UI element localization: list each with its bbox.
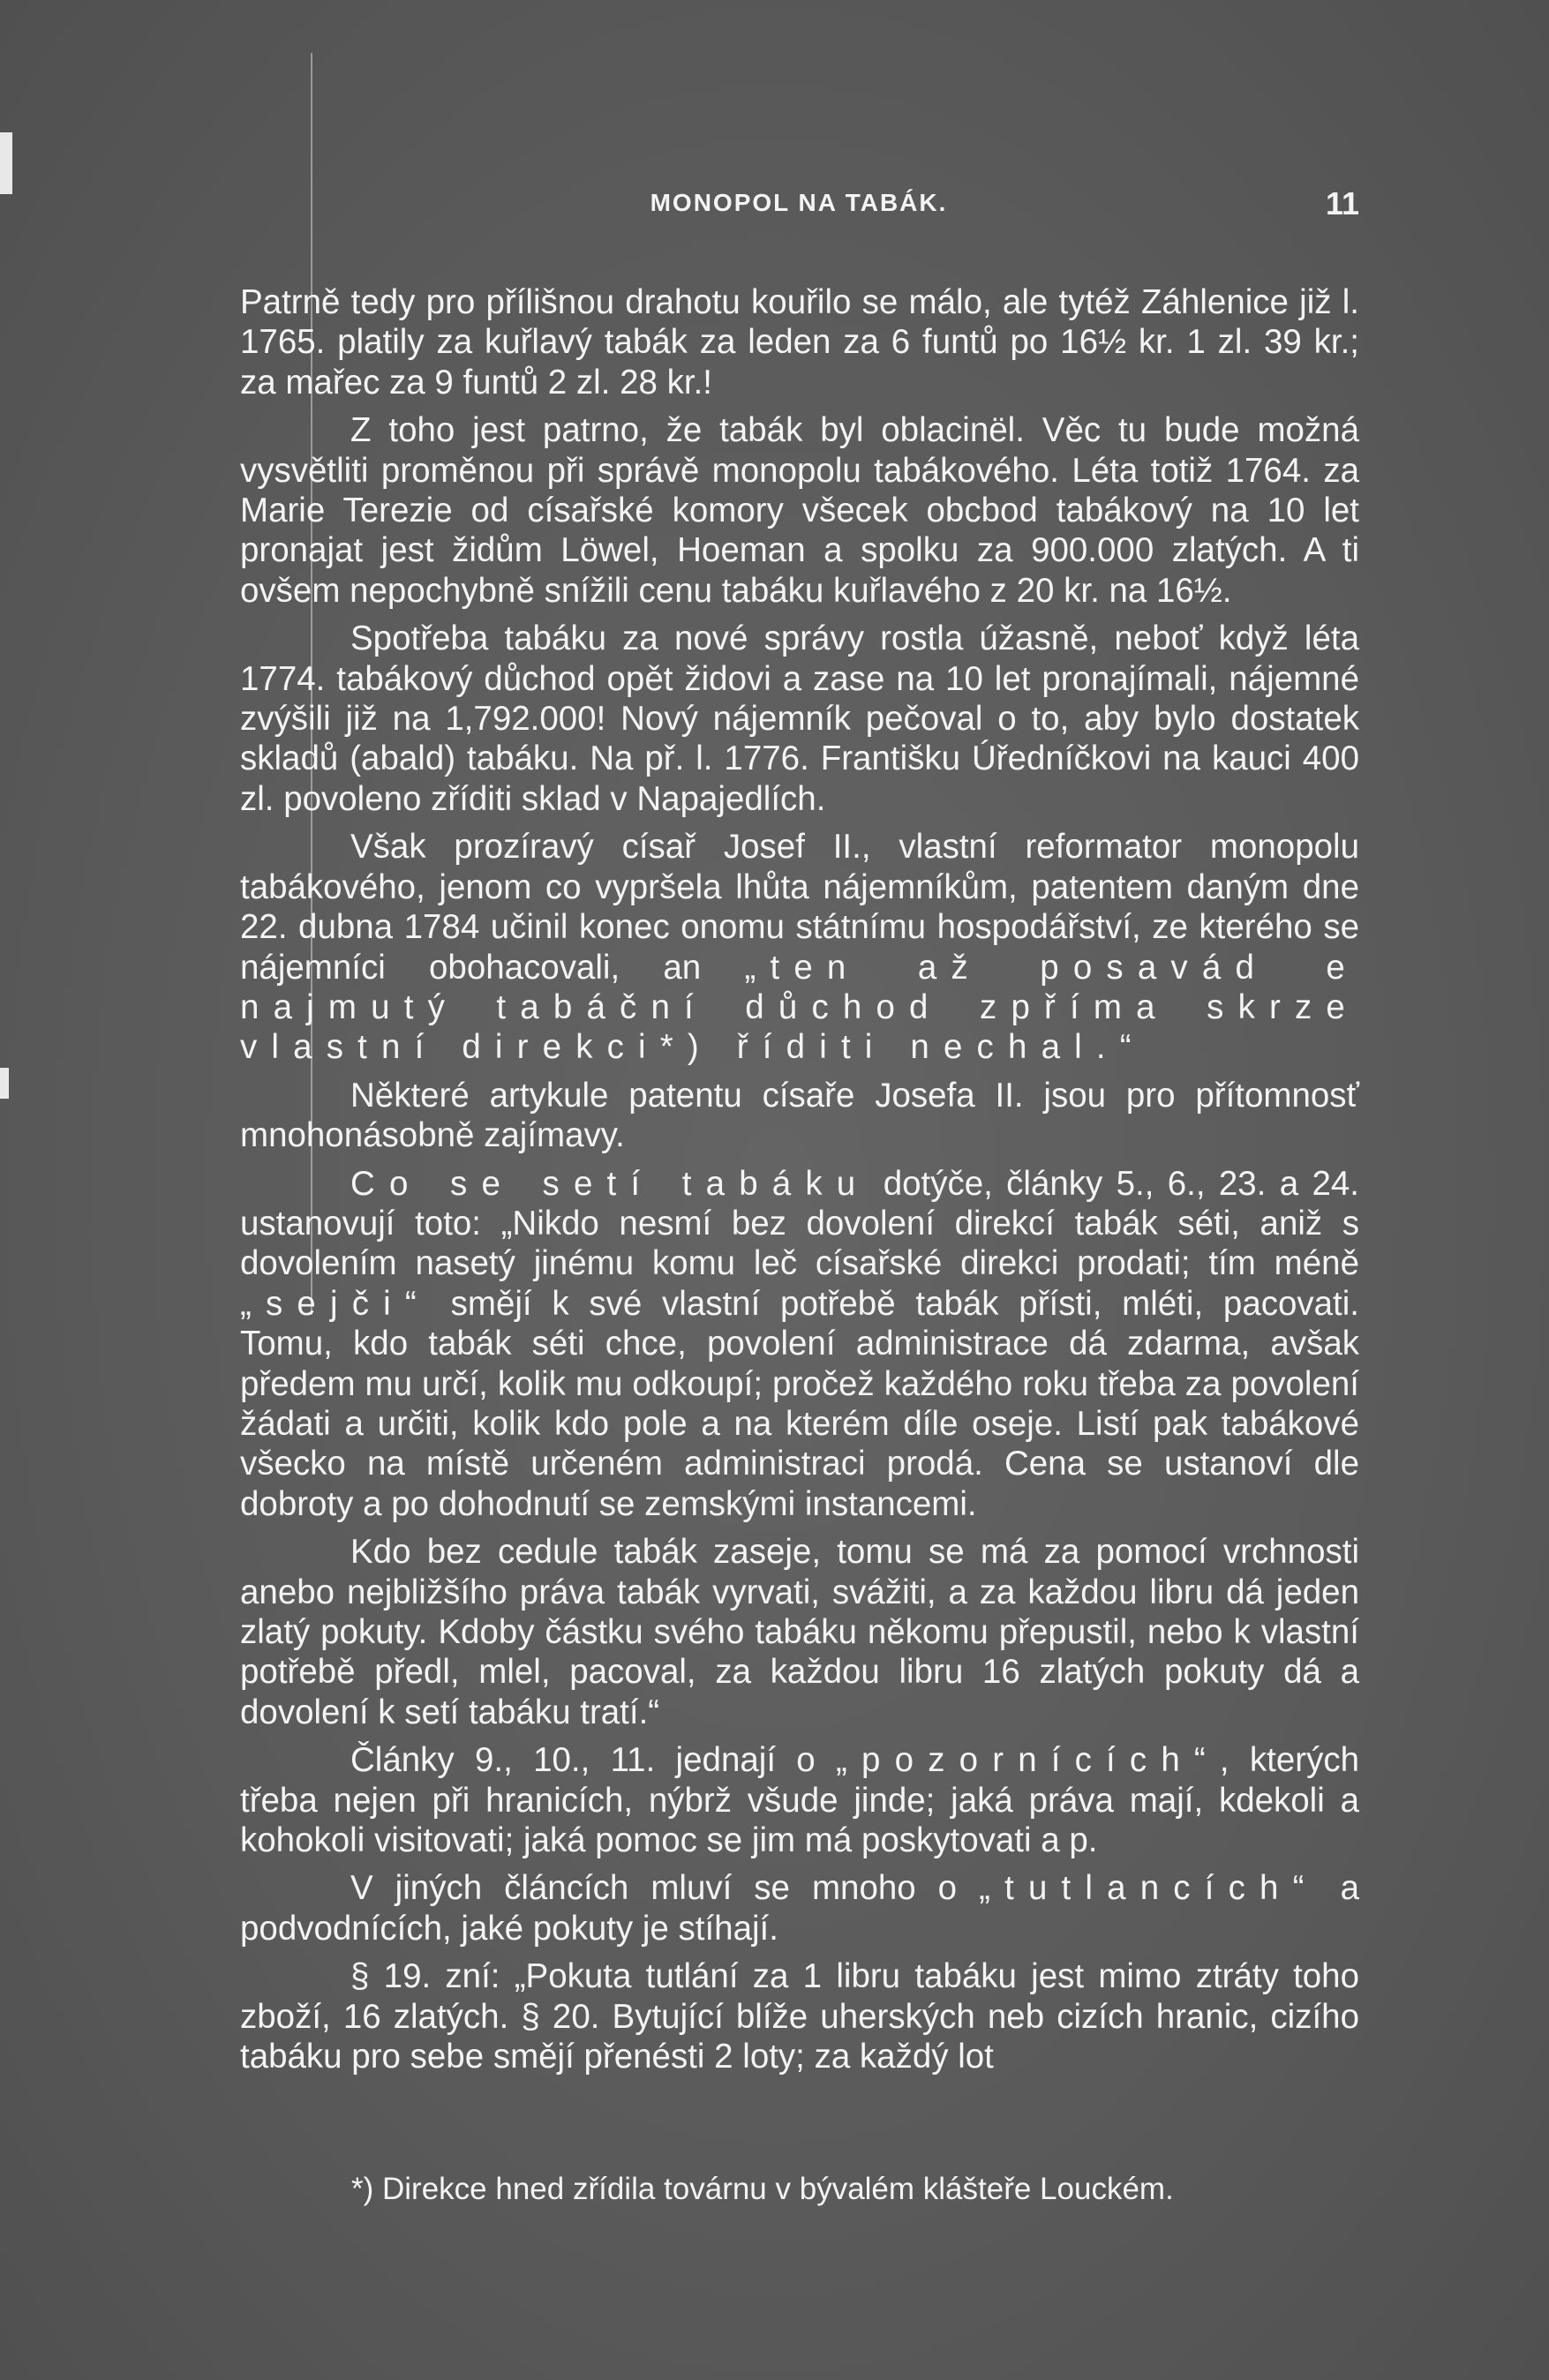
body-text bbox=[240, 282, 1359, 2084]
emphasized-word: „pozornících“ bbox=[836, 1741, 1220, 1780]
paragraph-text: a podvodnících, jaké pokuty je stíhají. bbox=[240, 1869, 1359, 1948]
footnote: *) Direkce hned zřídila továrnu v bývalém klášteře Louckém. bbox=[351, 2172, 1174, 2206]
paragraph-text: V jiných článcích mluví se mnoho o bbox=[350, 1869, 958, 1908]
paragraph: Z toho jest patrno, že tabák byl oblacinël. Věc tu bude možná vysvětliti proměnou při správě monopolu tabákového. Léta totiž 1764. za Marie Terezie od císařské komory všecek obcbod tabákový na 10 let pronajat jest židům Löwel, Hoeman a spolku za 900.000 zlatých. A ti ovšem nepochybně snížili cenu tabáku kuřlavého z 20 kr. na 16½. bbox=[240, 411, 1359, 610]
page-number: 11 bbox=[1325, 185, 1359, 221]
paragraph-text: dotýče, články 5., 6., 23. a 24. ustanovují toto: „Nikdo nesmí bez dovolení direkcí tabák séti, aniž s dovolením nasetý jinému komu leč císařské direkci prodati; tím méně bbox=[240, 1164, 1359, 1283]
paragraph: § 19. zní: „Pokuta tutlání za 1 libru tabáku jest mimo ztráty toho zboží, 16 zlatých. § 20. Bytující blíže uherských neb cizích hranic, cizího tabáku pro sebe smějí přenésti 2 loty; za každý lot bbox=[240, 1957, 1359, 2076]
paragraph bbox=[240, 827, 1359, 1067]
paragraph bbox=[240, 1164, 1359, 1525]
paragraph bbox=[240, 1740, 1359, 1860]
emphasized-phrase: Co se setí tabáku bbox=[350, 1164, 870, 1203]
running-title: MONOPOL NA TABÁK. bbox=[650, 189, 948, 216]
paragraph-text: Však prozíravý císař Josef II., vlastní reformator monopolu tabákového, jenom co vypršela lhůta nájemníkům, patentem daným dne 22. dubna 1784 učinil konec onomu státnímu hospodářství, ze kterého se nájemníci obohacovali, an bbox=[240, 828, 1359, 987]
emphasized-word: „tutlancích“ bbox=[979, 1869, 1319, 1908]
paragraph: Kdo bez cedule tabák zaseje, tomu se má za pomocí vrchnosti anebo nejbližšího práva tabák vyrvati, svážiti, a za každou libru dá jeden zlatý pokuty. Kdoby částku svého tabáku někomu přepustil, nebo k vlastní potřebě předl, mlel, pacoval, za každou libru 16 zlatých pokuty dá a dovolení k setí tabáku tratí.“ bbox=[240, 1533, 1359, 1731]
left-edge-mark bbox=[0, 132, 12, 194]
paragraph-text: Články 9., 10., 11. jednají o bbox=[350, 1741, 816, 1780]
page-header bbox=[238, 184, 1359, 228]
paragraph-text: smějí k své vlastní potřebě tabák přísti, mléti, pacovati. Tomu, kdo tabák séti chce, povolení administrace dá zdarma, avšak předem mu určí, kolik mu odkoupí; pročež každého roku třeba za povolení žádati a určiti, kolik kdo pole a na kterém díle oseje. Listí pak tabákové všecko na místě určeném administraci prodá. Cena se ustanoví dle dobroty a po dohodnutí se zemskými instancemi. bbox=[240, 1284, 1360, 1523]
paragraph-text: , kterých třeba nejen při hranicích, nýbrž všude jinde; jaká práva mají, kdekoli a kohokoli visitovati; jaká pomoc se jim má poskytovati a p. bbox=[240, 1741, 1360, 1860]
emphasized-word: „sejči“ bbox=[240, 1284, 431, 1323]
paragraph: Patrně tedy pro přílišnou drahotu kouřilo se málo, ale tytéž Záhlenice již l. 1765. platily za kuřlavý tabák za leden za 6 funtů po 16½ kr. 1 zl. 39 kr.; za mařec za 9 funtů 2 zl. 28 kr.! bbox=[240, 283, 1359, 402]
left-edge-mark bbox=[0, 1068, 9, 1099]
paragraph bbox=[240, 1868, 1359, 1948]
paragraph: Spotřeba tabáku za nové správy rostla úžasně, neboť když léta 1774. tabákový důchod opět židovi a zase na 10 let pronajímali, nájemné zvýšili již na 1,792.000! Nový nájemník pečoval o to, aby bylo dostatek skladů (abald) tabáku. Na př. l. 1776. Františku Úředníčkovi na kauci 400 zl. povoleno zříditi sklad v Napajedlích. bbox=[240, 619, 1359, 818]
paragraph: Některé artykule patentu císaře Josefa II. jsou pro přítomnosť mnohonásobně zajímavy. bbox=[240, 1076, 1359, 1155]
emphasized-quote: „ten až posavád e najmutý tabáční důchod zpříma skrze vlastní direkci*) říditi nechal.“ bbox=[240, 948, 1359, 1067]
